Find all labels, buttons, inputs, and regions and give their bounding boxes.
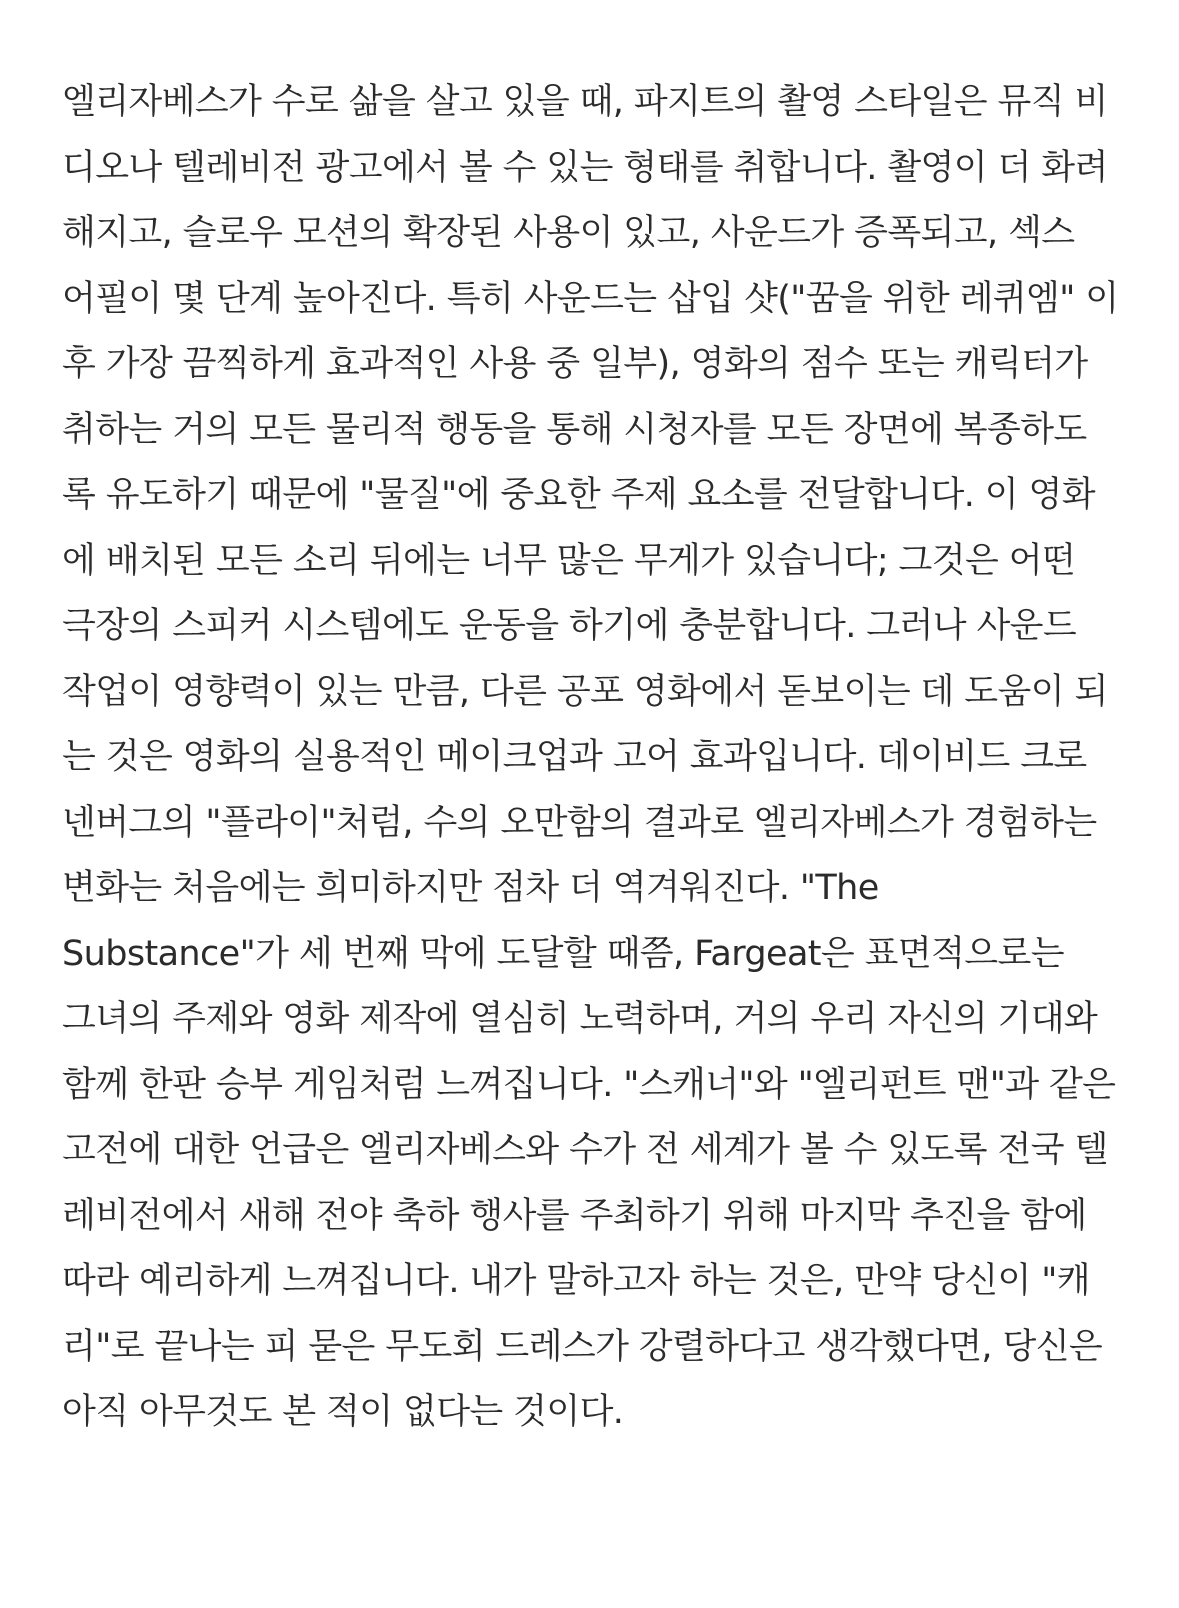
paragraph-line-14: Substance"가 세 번째 막에 도달할 때쯤, Fargeat은 표면적으로는 — [62, 933, 1064, 974]
paragraph-line-13: 변화는 처음에는 희미하지만 점차 더 역겨워진다. "The — [62, 868, 879, 908]
paragraph-line-12: 넨버그의 "플라이"처럼, 수의 오만함의 결과로 엘리자베스가 경험하는 — [62, 802, 1097, 843]
paragraph-line-7: 록 유도하기 때문에 "물질"에 중요한 주제 요소를 전달합니다. 이 영화 — [62, 475, 1095, 515]
paragraph-line-18: 레비전에서 새해 전야 축하 행사를 주최하기 위해 마지막 추진을 함에 — [62, 1195, 1087, 1236]
paragraph-line-5: 후 가장 끔찍하게 효과적인 사용 중 일부), 영화의 점수 또는 캐릭터가 — [62, 344, 1088, 384]
paragraph-line-20: 리"로 끝나는 피 묻은 무도회 드레스가 강렬하다고 생각했다면, 당신은 — [62, 1326, 1103, 1367]
paragraph-line-9: 극장의 스피커 시스템에도 운동을 하기에 충분합니다. 그러나 사운드 — [62, 606, 1077, 646]
article-paragraph — [62, 70, 1139, 1446]
paragraph-line-4: 어필이 몇 단계 높아진다. 특히 사운드는 삽입 샷("꿈을 위한 레퀴엠" 이 — [62, 278, 1119, 319]
paragraph-line-2: 디오나 텔레비전 광고에서 볼 수 있는 형태를 취합니다. 촬영이 더 화려 — [62, 147, 1108, 188]
paragraph-line-11: 는 것은 영화의 실용적인 메이크업과 고어 효과입니다. 데이비드 크로 — [62, 737, 1087, 777]
paragraph-line-1: 엘리자베스가 수로 삶을 살고 있을 때, 파지트의 촬영 스타일은 뮤직 비 — [62, 82, 1108, 122]
paragraph-line-19: 따라 예리하게 느껴집니다. 내가 말하고자 하는 것은, 만약 당신이 "캐 — [62, 1261, 1090, 1301]
paragraph-line-21: 아직 아무것도 본 적이 없다는 것이다. — [62, 1392, 624, 1432]
paragraph-line-3: 해지고, 슬로우 모션의 확장된 사용이 있고, 사운드가 증폭되고, 섹스 — [62, 213, 1075, 253]
paragraph-line-6: 취하는 거의 모든 물리적 행동을 통해 시청자를 모든 장면에 복종하도 — [62, 409, 1087, 450]
paragraph-line-8: 에 배치된 모든 소리 뒤에는 너무 많은 무게가 있습니다; 그것은 어떤 — [62, 540, 1076, 581]
paragraph-line-10: 작업이 영향력이 있는 만큼, 다른 공포 영화에서 돋보이는 데 도움이 되 — [62, 671, 1108, 712]
paragraph-line-17: 고전에 대한 언급은 엘리자베스와 수가 전 세계가 볼 수 있도록 전국 텔 — [62, 1130, 1108, 1170]
paragraph-line-16: 함께 한판 승부 게임처럼 느껴집니다. "스캐너"와 "엘리펀트 맨"과 같은 — [62, 1064, 1116, 1105]
paragraph-line-15: 그녀의 주제와 영화 제작에 열심히 노력하며, 거의 우리 자신의 기대와 — [62, 999, 1098, 1039]
